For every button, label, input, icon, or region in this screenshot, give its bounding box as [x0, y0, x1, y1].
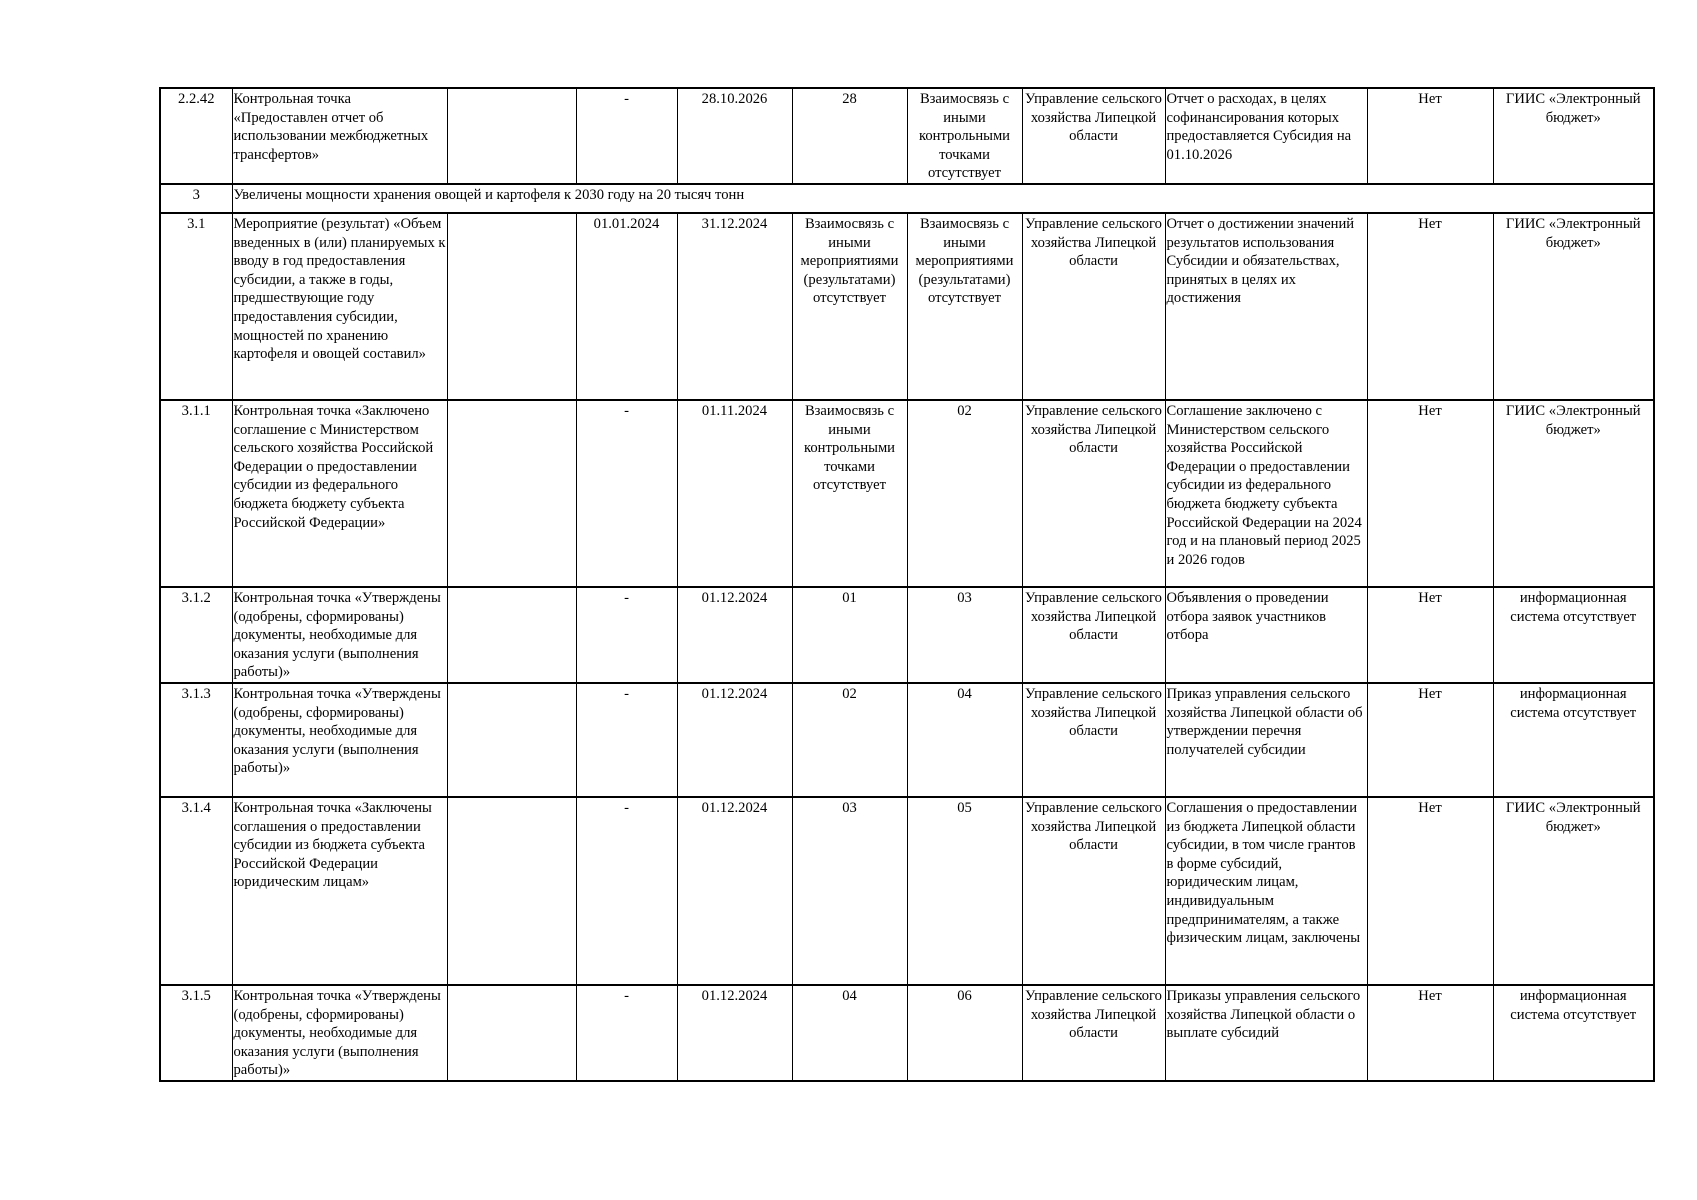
end-date: 31.12.2024 — [677, 213, 792, 400]
document-type: Приказ управления сельского хозяйства Липецкой области об утверждении перечня получателей субсидии — [1165, 683, 1367, 797]
information-system: информационная система отсутствует — [1493, 985, 1654, 1081]
flag: Нет — [1367, 587, 1493, 683]
end-date: 01.12.2024 — [677, 797, 792, 985]
row-number: 2.2.42 — [160, 88, 232, 184]
predecessor: Взаимосвязь с иными контрольными точками отсутствует — [792, 400, 907, 587]
start-date: 01.01.2024 — [576, 213, 677, 400]
information-system: ГИИС «Электронный бюджет» — [1493, 88, 1654, 184]
table-row — [160, 184, 1654, 213]
predecessor: Взаимосвязь с иными мероприятиями (результатами) отсутствует — [792, 213, 907, 400]
blank-cell — [447, 213, 576, 400]
section-title: Увеличены мощности хранения овощей и картофеля к 2030 году на 20 тысяч тонн — [232, 184, 1654, 213]
predecessor: 02 — [792, 683, 907, 797]
predecessor: 03 — [792, 797, 907, 985]
event-name: Контрольная точка «Утверждены (одобрены, сформированы) документы, необходимые для оказания услуги (выполнения работы)» — [232, 683, 447, 797]
document-type: Соглашения о предоставлении из бюджета Липецкой области субсидии, в том числе грантов в форме субсидий, юридическим лицам, индивидуальным предпринимателям, а также физическим лицам, заключены — [1165, 797, 1367, 985]
successor: Взаимосвязь с иными контрольными точками отсутствует — [907, 88, 1022, 184]
information-system: ГИИС «Электронный бюджет» — [1493, 797, 1654, 985]
document-type: Отчет о расходах, в целях софинансирования которых предоставляется Субсидия на 01.10.2026 — [1165, 88, 1367, 184]
end-date: 01.12.2024 — [677, 985, 792, 1081]
event-name: Контрольная точка «Заключены соглашения о предоставлении субсидии из бюджета субъекта Российской Федерации юридическим лицам» — [232, 797, 447, 985]
successor: 05 — [907, 797, 1022, 985]
successor: 06 — [907, 985, 1022, 1081]
start-date: - — [576, 797, 677, 985]
responsible: Управление сельского хозяйства Липецкой области — [1022, 88, 1165, 184]
event-name: Контрольная точка «Утверждены (одобрены, сформированы) документы, необходимые для оказания услуги (выполнения работы)» — [232, 587, 447, 683]
information-system: ГИИС «Электронный бюджет» — [1493, 213, 1654, 400]
event-name: Мероприятие (результат) «Объем введенных в (или) планируемых к вводу в год предоставления субсидии, а также в годы, предшествующие году предоставления субсидии, мощностей по хранению картофеля и овощей составил» — [232, 213, 447, 400]
end-date: 28.10.2026 — [677, 88, 792, 184]
flag: Нет — [1367, 797, 1493, 985]
table-row — [160, 683, 1654, 797]
predecessor: 01 — [792, 587, 907, 683]
schedule-table — [159, 87, 1655, 1082]
start-date: - — [576, 587, 677, 683]
row-number: 3.1 — [160, 213, 232, 400]
successor: Взаимосвязь с иными мероприятиями (результатами) отсутствует — [907, 213, 1022, 400]
successor: 04 — [907, 683, 1022, 797]
document-type: Приказы управления сельского хозяйства Липецкой области о выплате субсидий — [1165, 985, 1367, 1081]
table-row — [160, 88, 1654, 184]
flag: Нет — [1367, 400, 1493, 587]
responsible: Управление сельского хозяйства Липецкой области — [1022, 587, 1165, 683]
event-name: Контрольная точка «Предоставлен отчет об использовании межбюджетных трансфертов» — [232, 88, 447, 184]
start-date: - — [576, 683, 677, 797]
information-system: информационная система отсутствует — [1493, 587, 1654, 683]
blank-cell — [447, 400, 576, 587]
flag: Нет — [1367, 985, 1493, 1081]
responsible: Управление сельского хозяйства Липецкой области — [1022, 213, 1165, 400]
event-name: Контрольная точка «Заключено соглашение с Министерством сельского хозяйства Российской Федерации о предоставлении субсидии из федерального бюджета бюджету субъекта Российской Федерации» — [232, 400, 447, 587]
document-type: Объявления о проведении отбора заявок участников отбора — [1165, 587, 1367, 683]
blank-cell — [447, 587, 576, 683]
start-date: - — [576, 88, 677, 184]
blank-cell — [447, 985, 576, 1081]
end-date: 01.11.2024 — [677, 400, 792, 587]
flag: Нет — [1367, 683, 1493, 797]
end-date: 01.12.2024 — [677, 587, 792, 683]
information-system: информационная система отсутствует — [1493, 683, 1654, 797]
responsible: Управление сельского хозяйства Липецкой области — [1022, 985, 1165, 1081]
table-row — [160, 797, 1654, 985]
responsible: Управление сельского хозяйства Липецкой области — [1022, 400, 1165, 587]
successor: 02 — [907, 400, 1022, 587]
table-body — [160, 88, 1654, 1081]
flag: Нет — [1367, 213, 1493, 400]
blank-cell — [447, 797, 576, 985]
start-date: - — [576, 400, 677, 587]
flag: Нет — [1367, 88, 1493, 184]
start-date: - — [576, 985, 677, 1081]
table-row — [160, 587, 1654, 683]
table-row — [160, 985, 1654, 1081]
responsible: Управление сельского хозяйства Липецкой области — [1022, 683, 1165, 797]
predecessor: 04 — [792, 985, 907, 1081]
blank-cell — [447, 683, 576, 797]
row-number: 3.1.4 — [160, 797, 232, 985]
blank-cell — [447, 88, 576, 184]
responsible: Управление сельского хозяйства Липецкой области — [1022, 797, 1165, 985]
table-row — [160, 213, 1654, 400]
row-number: 3 — [160, 184, 232, 213]
row-number: 3.1.3 — [160, 683, 232, 797]
predecessor: 28 — [792, 88, 907, 184]
document-type: Отчет о достижении значений результатов использования Субсидии и обязательствах, принятых в целях их достижения — [1165, 213, 1367, 400]
document-type: Соглашение заключено с Министерством сельского хозяйства Российской Федерации о предоставлении субсидии из федерального бюджета бюджету субъекта Российской Федерации на 2024 год и на плановый период 2025 и 2026 годов — [1165, 400, 1367, 587]
row-number: 3.1.5 — [160, 985, 232, 1081]
information-system: ГИИС «Электронный бюджет» — [1493, 400, 1654, 587]
event-name: Контрольная точка «Утверждены (одобрены, сформированы) документы, необходимые для оказания услуги (выполнения работы)» — [232, 985, 447, 1081]
successor: 03 — [907, 587, 1022, 683]
row-number: 3.1.2 — [160, 587, 232, 683]
table-row — [160, 400, 1654, 587]
row-number: 3.1.1 — [160, 400, 232, 587]
end-date: 01.12.2024 — [677, 683, 792, 797]
